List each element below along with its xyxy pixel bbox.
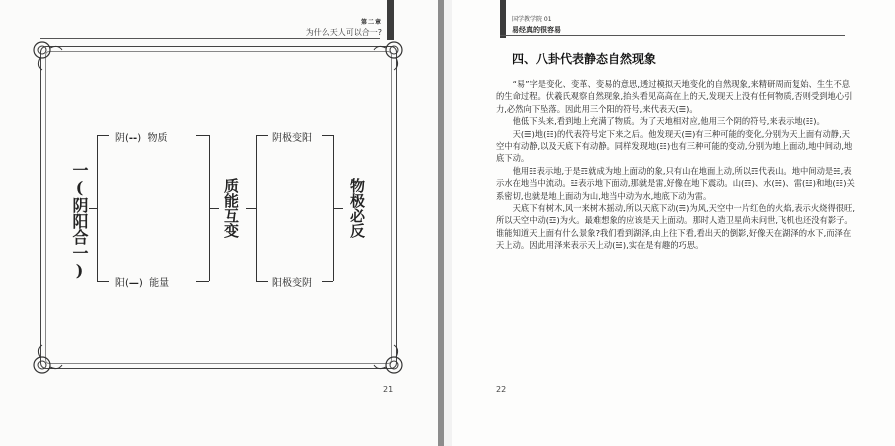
extreme-reversal-label: 物极必反	[348, 178, 366, 238]
section-title: 四、八卦代表静态自然现象	[512, 52, 657, 66]
yin-to-yang-label: 阴极变阳	[272, 133, 312, 144]
page-number: 21	[383, 385, 394, 394]
paragraph: “易”字是变化、变革、变易的意思,透过模拟天地变化的自然现象,来精研周而复始、生生不息的生命过程。伏羲氏观察自然现象,抬头看见高高在上的天,发现天上没有任何物质,否则受到地心引力,必然向下坠落。因此用三个阳的符号,来代表天(☰)。	[496, 79, 853, 114]
paragraph: 他低下头来,看到地上充满了物质。为了天地相对应,他用三个阴的符号,来表示地(☷)。	[512, 116, 825, 127]
series-label: 国学教学院 01	[512, 16, 552, 23]
chapter-label: 第二章	[360, 19, 382, 26]
bracket-line	[97, 135, 109, 136]
yin-matter-row: 阴(--) 物质	[115, 133, 168, 144]
header-rule	[40, 38, 380, 39]
mass-energy-label: 质能互变	[222, 178, 240, 238]
page-number: 22	[496, 385, 507, 394]
paragraph: 他用☷表示地,于是☶就成为地上面动的象,只有山在地面上动,所以☶代表山。地中间动是☵,表示水在地当中流动。☳表示地下面动,那就是雷,好像在地下震动。山(☶)、水(☵)、雷(☳)和地(☷)关系密切,也就是地上面动为山,地当中动为水,地底下动为雷。	[496, 165, 855, 201]
bracket-line	[209, 208, 219, 209]
ornament-icon	[372, 38, 406, 72]
ornament-icon	[30, 343, 64, 377]
header-bar	[387, 0, 394, 40]
header-rule	[500, 35, 845, 36]
ornament-icon	[372, 343, 406, 377]
bracket-line	[256, 135, 268, 136]
running-title: 易经真的很容易	[512, 26, 561, 34]
bracket-line	[97, 135, 98, 281]
bracket-line	[333, 208, 343, 209]
book-gutter	[444, 0, 452, 446]
paragraph: 天底下有树木,风一来树木摇动,所以天底下动(☴)为风,天空中一片红色的火焰,表示火烧得很旺,所以天空中动(☲)为火。最难想象的应该是天上面动。那时人造卫星尚未问世,飞机也还没有影子。谁能知道天上面有什么景象?我们看到湖泽,由上往下看,看出天的倒影,好像天在湖泽的水下,而泽在天上动。因此用泽来表示天上动(☱),实在是有趣的巧思。	[496, 203, 855, 251]
bracket-line	[196, 281, 209, 282]
yin-yang-unity-label: 一(阴阳合一)	[70, 162, 89, 280]
bracket-line	[322, 281, 333, 282]
bracket-line	[256, 281, 268, 282]
header-bar	[500, 0, 506, 38]
paragraph: 天(☰)地(☷)的代表符号定下来之后。他发现天(☰)有三种可能的变化,分别为天上面有动静,天空中有动静,以及天底下有动静。同样发现地(☷)也有三种可能的变动,分别为地上面动,地中间动,地底下动。	[496, 128, 853, 164]
left-page	[0, 0, 438, 446]
right-page	[452, 0, 895, 446]
running-title: 为什么天人可以合一?	[305, 28, 382, 37]
bracket-line	[196, 135, 209, 136]
bracket-line	[97, 281, 109, 282]
bracket-line	[322, 135, 333, 136]
yang-to-yin-label: 阳极变阴	[272, 278, 312, 289]
yang-energy-row: 阳(—) 能量	[115, 278, 170, 289]
bracket-line	[256, 135, 257, 281]
bracket-line	[89, 208, 97, 209]
body-text	[496, 78, 858, 252]
ornament-icon	[30, 38, 64, 72]
bracket-line	[246, 208, 256, 209]
